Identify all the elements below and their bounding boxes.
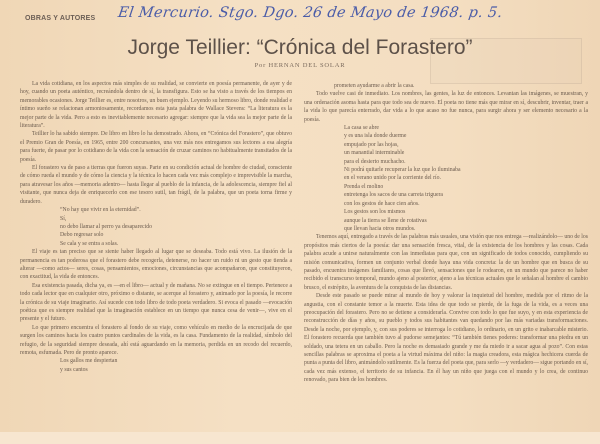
paragraph: prometen ayudarme a abrir la casa. bbox=[334, 83, 415, 89]
verse-quote bbox=[60, 206, 292, 248]
paragraph: La vida cotidiana, en los aspectos más simples de su realidad, se convierte en poesía permanente, de ayer y de hoy, cuando un poeta auténtico, recreándola dentro de sí, la transfigura. Esto se ha visto a través de los tiempos en memorables ocasiones. Jorge Teillier es, entre nosotros, un buen ejemplo. Leyendo su hermoso libro, donde realidad e íntimo sueño se relacionan armoniosamente, recordamos esta justa palabra de Wallace Stevens: “La literatura es la mejor parte de la vida. Pero a esto es inevitablemente necesario agregar: siempre que la vida sea la mejor parte de la literatura”. bbox=[20, 81, 292, 130]
paragraph: El viaje es tan preciso que se siente haber llegado al lugar que se deseaba. Todo está vivo. La ilusión de la permanencia es tan poderosa que el forastero debe recogerla, detenerse, no hacer un ruido ni un gesto que tienda a alterar —como actos— seres, cosas, pensamientos, emociones, circunstancias que acompañaron, que constituyeron, con exactitud, la vida de entonces. bbox=[20, 249, 292, 281]
paragraph: Desde este pasado se puede mirar al mundo de hoy y valorar la inquietud del hombre, medida por el ritmo de la angustia, con el constante temor a la muerte. Esta idea de que todo se pierde, de la fuga de la vida, es a veces una preocupación del forastero. Pero no se detiene a considerarla. Convive con todo lo que fue suyo, y en esta experiencia de reconstrucción de días y años, su pueblo y todos sus habitantes van quedando por las más variadas transformaciones. Desde la noche, por ejemplo, y, con sus poderes se interroga lo cotidiano, lo ordinario, en un grito e inabarcable misterio. El forastero recuerda que también tuvo al pudorse semejantes: “Tú también tienes poderes: transformar una piedra en un soldado, una tetera en un caballo. Pero la noche es demasiado grande y me da miedo ir a sacar agua al pozo”. Con estas sencillas palabras se aproxima el poeta a la virtud máxima del niño: la magia creadora, esta mágica hechicera cuerda de punta a punta del libro, animándolo sutilmente. Es la fuerza del poeta que, para serlo —y verdadero— sigue portando en sí, cada vez más extenso, el territorio de su infancia. En él hay un niño que juega con el mundo y lo crea, de continuo renovado, para bien de los hombres. bbox=[304, 293, 588, 384]
verse-line: no debo llamar al perro ya desaparecido bbox=[60, 223, 152, 230]
verse-line: y sus cantos bbox=[60, 366, 88, 373]
paragraph: Todo vuelve casi de inmediato. Los nombres, las gentes, la luz de entonces. Levantan las imágenes, se muestran, y una ordenación asoma hasta para que todo sea de nuevo. El poeta no tiene más que mirar en sí, descubrir, inventar, traer a la vida lo que parecía enterrado, dar vida a lo que acaso no fue nunca, para surgir ahora y ser elemento necesario a la poesía. bbox=[304, 91, 588, 123]
verse-line: con los gestos de hace cien años. bbox=[344, 200, 420, 207]
verse-line: Debo regresar solo bbox=[60, 232, 104, 239]
paragraph: El forastero va de paso a tierras que fueron suyas. Parte en su condición actual de hombre de ciudad, consciente de cómo rueda el mundo y de cómo la ciencia y la técnica lo hacen cada vez más complejo e imprevisible la marcha, para atravesar los años —memoria adentro— hasta llegar al pueblo de la infancia, de la adolescencia, siempre fiel al visitante, que nunca deja de enriquecerlo con ese tesoro sutil, tan frágil, de la palabra, que un poeta torna firme y duradero. bbox=[20, 165, 292, 205]
verse-line: Sí, bbox=[60, 215, 67, 222]
verse-line: un manantial interminable bbox=[344, 150, 405, 157]
verse-line: y es una isla donde duerme bbox=[344, 133, 407, 140]
paragraph: Esa existencia pasada, dicha ya, es —en el libro— actual y de mañana. No se extingue en el tiempo. Pertenece a todo cada lector que en cualquier otro, próximo o distante, se acerque al forastero y, animado por la poesía, le recorre la crónica de su viaje imaginario. Así sucede con todo libro de todo poeta verdadero. Si evoca el pasado —evocación poética que es siempre realidad que la imaginación establece en un tiempo que nunca cesa de venir—, vive en el presente y el futuro. bbox=[20, 282, 292, 323]
verse-quote bbox=[60, 357, 292, 374]
verse-line: en el verano unido por la corriente del río. bbox=[344, 175, 441, 182]
right-column bbox=[304, 82, 588, 385]
section-label: OBRAS Y AUTORES bbox=[25, 15, 96, 22]
verse-line: Los gestos son los mismos bbox=[344, 209, 406, 216]
verse-line: que llevan hacia otros mundos. bbox=[344, 225, 416, 232]
verse-line: Prenda el molino bbox=[344, 183, 384, 190]
handwritten-source-note: El Mercurio. Stgo. Dgo. 26 de Mayo de 1968. p. 5. bbox=[116, 5, 504, 21]
verse-line: Los gallos me despiertan bbox=[60, 358, 118, 365]
verse-quote bbox=[344, 124, 588, 233]
paragraph: Tenemos aquí, entregado a través de las palabras más usuales, una visión que nos entrega —realizándolo— uno de los propósitos más ciertos de la poesía: dar una sensación fresca, vital, de la existencia de los hombres y las cosas. Cada palabra acude a unirse naturalmente con las inmediatas para que, con un significado de todos conocido, cumpliendo su misión comunicativa, formen un conjunto verbal donde haya una vida concreta: la de un hombre que en busca de su pasado, encuentra imágenes familiares, cosas que llevó, sensaciones que le rodearon, en un mundo que parece no haber recibido el transcurso temporal, mundo ajeno al posterior, ajeno a las técnicas actuales que le señalan al hombre el cambio brusco, el estrépito, la aventura de la conquista de las distancias. bbox=[304, 234, 588, 291]
verse-line: para el desierto muchacho. bbox=[344, 158, 406, 165]
scan-border bbox=[0, 432, 600, 444]
verse-line: La casa se abre bbox=[344, 125, 379, 132]
left-column bbox=[20, 80, 292, 374]
verse-line: aunque la tierra se llene de rotativas bbox=[344, 217, 427, 224]
article-byline: Por HERNAN DEL SOLAR bbox=[254, 62, 346, 69]
verse-line: Se cala y se entra a solas. bbox=[60, 240, 119, 247]
verse-line: entretenga los sacos de una carreta triguera bbox=[344, 192, 443, 199]
paragraph: Lo que primero encuentra el forastero al fondo de su viaje, como vehículo en medio de la encrucijada de que surgen los caminos hacia los cuatro puntos cardinales de la vida, es la casa. Fundamento de la realidad, símbolo del refugio, de la seguridad siempre deseada, ahí está aguardando en la memoria, perdida en un recodo del recuerdo, remota, esfumada. Pero de pronto aparece. bbox=[20, 324, 292, 356]
paragraph: Teillier lo ha sabido siempre. De libro en libro lo ha demostrado. Ahora, en “Crónica del Forastero”, que obtuvo el Premio Gran de Poesía, en 1965, entre 200 concursantes, una vez más nos entregamos sus lectores a esa alegría para fuerte, de pasar por lo cotidiano de la vida con la sensación de cruzar caminos no habitualmente transitados de la poesía. bbox=[20, 131, 292, 163]
verse-line: empujado por las hojas, bbox=[344, 141, 399, 148]
verse-line: “No hay que vivir en la eternidad”. bbox=[60, 207, 141, 214]
verse-line: Ni podrá quitarle recuperar la luz que lo iluminaba bbox=[344, 167, 461, 174]
article-title: Jorge Teillier: “Crónica del Forastero” bbox=[127, 36, 473, 59]
